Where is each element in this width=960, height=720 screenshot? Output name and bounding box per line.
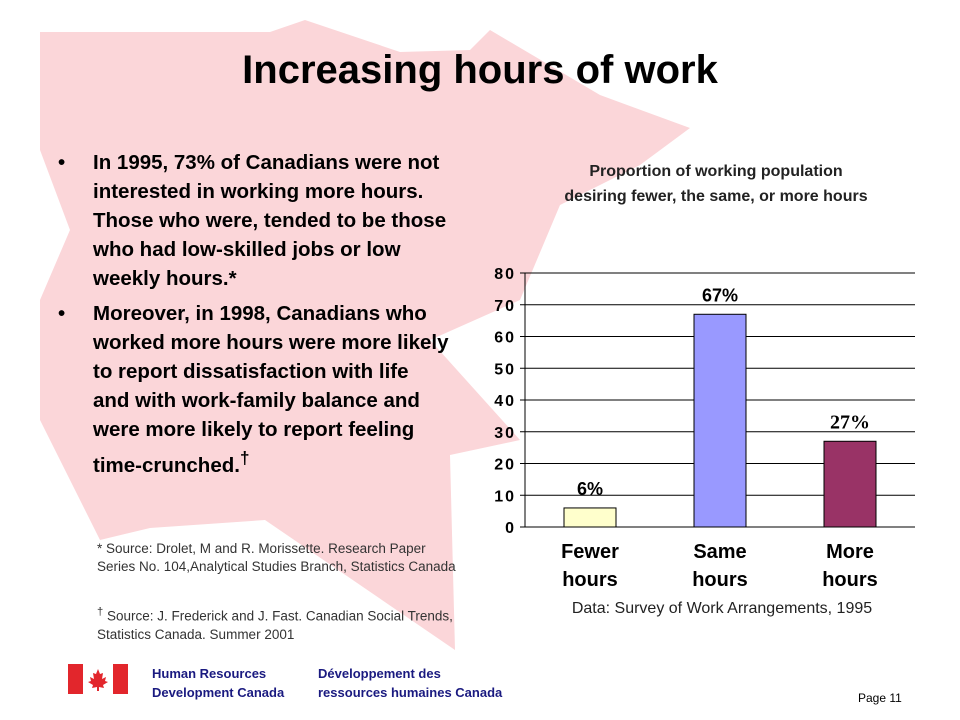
bullet-list — [58, 148, 450, 486]
chart-title-line-2: desiring fewer, the same, or more hours — [564, 188, 868, 205]
y-tick-label: 70 — [494, 297, 516, 315]
org-name-french — [318, 664, 502, 702]
bar — [694, 314, 746, 527]
data-label: 27% — [830, 411, 870, 434]
chart-source: Data: Survey of Work Arrangements, 1995 — [571, 600, 873, 617]
footnote-dagger: † — [97, 606, 104, 618]
org-name-english — [152, 664, 284, 702]
footnote-source-2-text: Source: J. Frederick and J. Fast. Canadian Social Trends, Statistics Canada. Summer 2001 — [97, 608, 453, 642]
y-tick-label: 80 — [494, 266, 516, 283]
bullet-marker: • — [58, 151, 66, 174]
data-label: 6% — [576, 478, 604, 499]
category-label: hours — [822, 569, 878, 591]
org-name-english-line-2: Development Canada — [152, 685, 285, 700]
y-tick-label: 10 — [494, 488, 516, 506]
bullet-text: Moreover, in 1998, Canadians who worked more hours were more likely to report dissatisfaction with life and with work-family balance and were more likely to report feeling time-crunched. — [93, 302, 449, 477]
footnote-source-2 — [97, 603, 467, 644]
category-label: Same — [693, 541, 747, 563]
bar-chart — [455, 245, 930, 595]
bullet-text: In 1995, 73% of Canadians were not interested in working more hours. Those who were, tended to be those who had low-skilled jobs or low weekly hours.* — [93, 151, 447, 290]
bar — [564, 508, 616, 527]
category-label: hours — [562, 569, 618, 591]
slide-title: Increasing hours of work — [242, 48, 718, 92]
org-name-french-line-1: Développement des — [318, 666, 441, 681]
y-tick-label: 20 — [494, 456, 516, 474]
chart-title-line-1: Proportion of working population — [589, 163, 843, 180]
y-tick-label: 30 — [494, 424, 516, 442]
org-name-french-line-2: ressources humaines Canada — [318, 685, 503, 700]
category-label: hours — [692, 569, 748, 591]
category-label: More — [826, 541, 874, 563]
category-label: Fewer — [561, 541, 619, 563]
page-number: Page 11 — [858, 691, 902, 705]
y-tick-label: 60 — [494, 329, 516, 347]
y-tick-label: 0 — [505, 520, 516, 537]
footnote-source-1: * Source: Drolet, M and R. Morissette. Research Paper Series No. 104,Analytical Studies Branch, Statistics Canada — [97, 541, 456, 574]
dagger-superscript: † — [239, 449, 250, 468]
y-tick-label: 40 — [494, 393, 516, 410]
org-name-english-line-1: Human Resources — [152, 666, 267, 681]
bullet-item — [58, 299, 450, 480]
chart-title — [488, 159, 944, 209]
bar — [824, 441, 876, 527]
bullet-marker: • — [58, 302, 66, 325]
y-tick-label: 50 — [494, 361, 516, 379]
data-label: 67% — [701, 285, 739, 306]
bullet-item — [58, 148, 450, 293]
canada-flag-icon — [68, 664, 128, 694]
